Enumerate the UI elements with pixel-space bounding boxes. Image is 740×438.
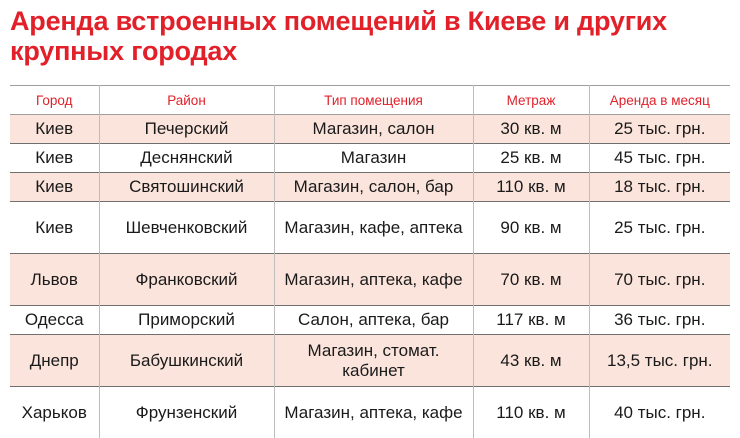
table-row <box>10 173 730 202</box>
cell-area: 43 кв. м <box>473 335 589 387</box>
rent-table <box>10 85 730 438</box>
cell-district: Фрунзенский <box>99 387 274 438</box>
table-row <box>10 387 730 438</box>
cell-city: Одесса <box>10 306 99 335</box>
page-title: Аренда встроенных помещений в Киеве и других крупных городах <box>10 6 667 66</box>
cell-district: Печерский <box>99 115 274 144</box>
cell-district: Деснянский <box>99 144 274 173</box>
cell-district: Святошинский <box>99 173 274 202</box>
cell-area: 25 кв. м <box>473 144 589 173</box>
cell-rent: 18 тыс. грн. <box>589 173 730 202</box>
cell-area: 90 кв. м <box>473 202 589 254</box>
table-row <box>10 202 730 254</box>
table-row <box>10 306 730 335</box>
table-row <box>10 144 730 173</box>
cell-district: Шевченковский <box>99 202 274 254</box>
cell-district: Франковский <box>99 254 274 306</box>
cell-type: Магазин, аптека, кафе <box>274 254 473 306</box>
cell-city: Киев <box>10 144 99 173</box>
cell-city: Днепр <box>10 335 99 387</box>
cell-area: 70 кв. м <box>473 254 589 306</box>
cell-district: Приморский <box>99 306 274 335</box>
cell-rent: 36 тыс. грн. <box>614 310 706 329</box>
cell-area: 110 кв. м <box>473 387 589 438</box>
header-city: Город <box>10 86 99 115</box>
cell-city: Львов <box>10 254 99 306</box>
cell-type: Магазин, салон <box>274 115 473 144</box>
table-row <box>10 115 730 144</box>
cell-city: Киев <box>10 202 99 254</box>
cell-city: Харьков <box>10 387 99 438</box>
cell-type: Магазин <box>274 144 473 173</box>
header-rent: Аренда в месяц <box>609 92 710 108</box>
cell-rent: 40 тыс. грн. <box>614 402 706 422</box>
cell-rent: 25 тыс. грн. <box>589 115 730 144</box>
header-type: Тип помещения <box>274 86 473 115</box>
cell-rent: 13,5 тыс. грн. <box>589 335 730 387</box>
cell-type: Салон, аптека, бар <box>274 306 473 335</box>
cell-type: Магазин, салон, бар <box>274 173 473 202</box>
header-area: Метраж <box>473 86 589 115</box>
cell-area: 117 кв. м <box>473 306 589 335</box>
cell-rent: 45 тыс. грн. <box>614 148 706 167</box>
cell-area: 110 кв. м <box>473 173 589 202</box>
header-district: Район <box>99 86 274 115</box>
cell-rent: 70 тыс. грн. <box>589 254 730 306</box>
cell-type: Магазин, аптека, кафе <box>274 387 473 438</box>
cell-type: Магазин, стомат. кабинет <box>274 335 473 387</box>
cell-city: Киев <box>10 115 99 144</box>
cell-type: Магазин, кафе, аптека <box>274 202 473 254</box>
table-row <box>10 254 730 306</box>
table-header-row <box>10 86 730 115</box>
cell-area: 30 кв. м <box>473 115 589 144</box>
table-row <box>10 335 730 387</box>
cell-city: Киев <box>10 173 99 202</box>
cell-district: Бабушкинский <box>99 335 274 387</box>
cell-rent: 25 тыс. грн. <box>614 217 706 237</box>
